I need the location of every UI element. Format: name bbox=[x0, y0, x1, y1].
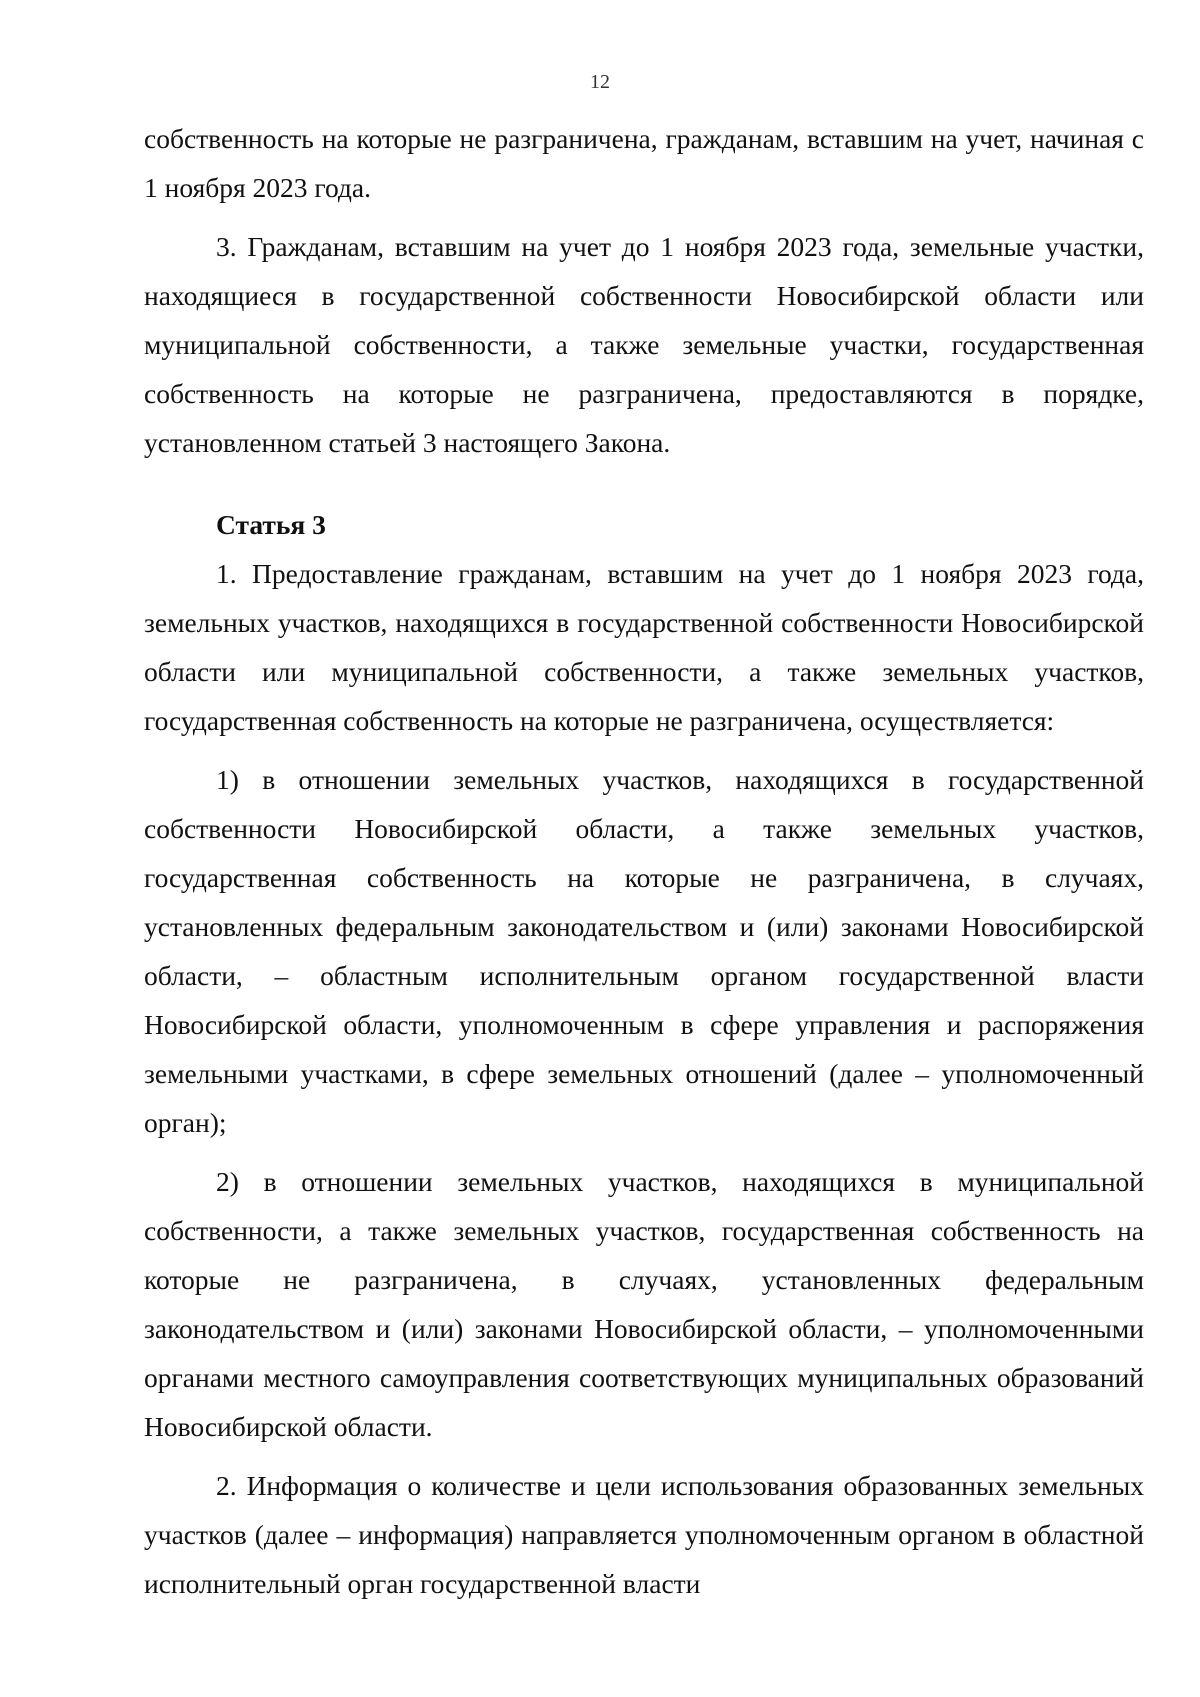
paragraph-article3-item-1: 1. Предоставление гражданам, вставшим на учет до 1 ноября 2023 года, земельных участков, находящихся в государственной собственности Новосибирской области или муниципальной собственности, а также земельных участков, государственная собственность на которые не разграничена, осуществляется: bbox=[144, 558, 1144, 736]
article-heading: Статья 3 bbox=[216, 509, 326, 540]
paragraph-item-3: 3. Гражданам, вставшим на учет до 1 ноября 2023 года, земельные участки, находящиеся в государственной собственности Новосибирской области или муниципальной собственности, а также земельные участки, государственная собственность на которые не разграничена, предоставляются в порядке, установленном статьей 3 настоящего Закона. bbox=[144, 231, 1144, 458]
paragraph-continuation: собственность на которые не разграничена, гражданам, вставшим на учет, начиная с 1 ноября 2023 года. bbox=[144, 123, 1144, 203]
paragraph-subitem-2: 2) в отношении земельных участков, находящихся в муниципальной собственности, а также земельных участков, государственная собственность на которые не разграничена, в случаях, установленных федеральным законодательством и (или) законами Новосибирской области, – уполномоченными органами местного самоуправления соответствующих муниципальных образований Новосибирской области. bbox=[144, 1166, 1144, 1442]
document-body bbox=[144, 114, 1144, 1608]
paragraph-article3-item-2: 2. Информация о количестве и цели использования образованных земельных участков (далее – информация) направляется уполномоченным органом в областной исполнительный орган государственной власти bbox=[144, 1470, 1144, 1599]
page-number: 12 bbox=[590, 71, 610, 93]
paragraph-subitem-1: 1) в отношении земельных участков, находящихся в государственной собственности Новосибирской области, а также земельных участков, государственная собственность на которые не разграничена, в случаях, установленных федеральным законодательством и (или) законами Новосибирской области, – областным исполнительным органом государственной власти Новосибирской области, уполномоченным в сфере управления и распоряжения земельными участками, в сфере земельных отношений (далее – уполномоченный орган); bbox=[144, 764, 1144, 1138]
